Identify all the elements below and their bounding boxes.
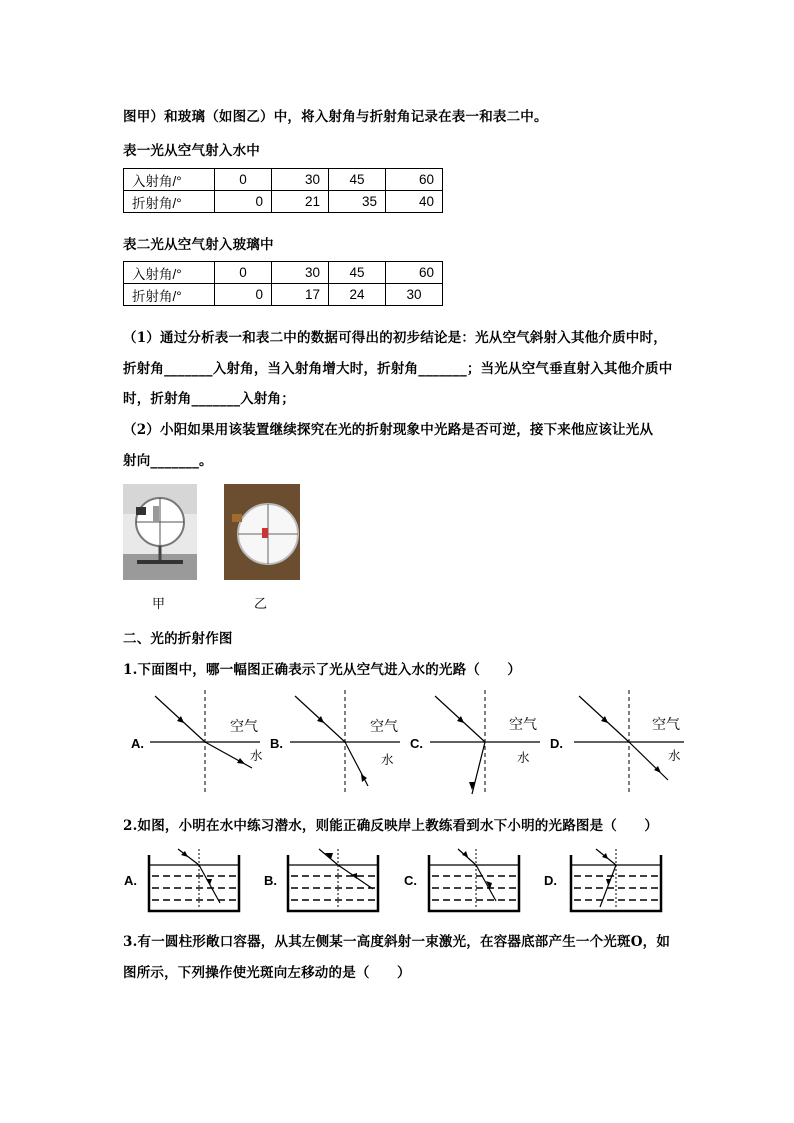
p2-diagram-b	[287, 845, 379, 915]
photo-caption-yi: 乙	[254, 597, 268, 612]
p2-diagram-a	[148, 845, 240, 915]
p1-c-water-label: 水	[517, 750, 530, 765]
p2-option-c-label[interactable]: C.	[404, 873, 417, 888]
p1-d-air-label: 空气	[652, 717, 680, 733]
table2	[123, 261, 443, 306]
p1-option-b-label[interactable]: B.	[270, 736, 283, 751]
table2-title: 表二光从空气射入玻璃中	[123, 237, 274, 253]
table-row	[124, 262, 443, 284]
table-row	[124, 191, 443, 213]
p2-option-d-label[interactable]: D.	[544, 873, 557, 888]
p1-diagram-d	[574, 690, 694, 795]
p1-option-a-label[interactable]: A.	[131, 736, 144, 751]
photo-apparatus-yi	[224, 484, 300, 580]
table-cell: 30	[386, 284, 443, 306]
table-cell: 21	[272, 191, 329, 213]
table-cell: 0	[215, 262, 272, 284]
table-cell: 折射角/°	[124, 191, 215, 213]
p3-line2: 图所示，下列操作使光斑向左移动的是（ ）	[123, 965, 411, 981]
p1-diagram-c	[430, 690, 550, 795]
q1-line3: 时，折射角_______入射角；	[123, 391, 295, 407]
p2-option-a-label[interactable]: A.	[124, 873, 137, 888]
table-cell: 17	[272, 284, 329, 306]
p1-diagram-a	[150, 690, 270, 795]
p1-b-air-label: 空气	[370, 719, 398, 735]
p1-question: 1.下面图中，哪一幅图正确表示了光从空气进入水的光路（ ）	[123, 662, 522, 678]
p1-c-air-label: 空气	[509, 717, 537, 733]
q1-line2: 折射角_______入射角，当入射角增大时，折射角_______；当光从空气垂直射入其他介质中	[123, 361, 673, 377]
table-row	[124, 169, 443, 191]
p1-b-water-label: 水	[381, 752, 394, 767]
table-cell: 40	[386, 191, 443, 213]
table-cell: 30	[272, 262, 329, 284]
apparatus-jia-drawing	[123, 484, 197, 580]
table-cell: 30	[272, 169, 329, 191]
table-cell: 45	[329, 262, 386, 284]
p3-line1: 3.有一圆柱形敞口容器，从其左侧某一高度斜射一束激光，在容器底部产生一个光斑O，如	[123, 934, 671, 950]
photo-apparatus-jia	[123, 484, 197, 580]
table-cell: 24	[329, 284, 386, 306]
q2-line1: （2）小阳如果用该装置继续探究在光的折射现象中光路是否可逆，接下来他应该让光从	[123, 422, 654, 438]
q1-line1: （1）通过分析表一和表二中的数据可得出的初步结论是：光从空气斜射入其他介质中时，	[123, 330, 667, 346]
table-cell: 45	[329, 169, 386, 191]
p1-option-c-label[interactable]: C.	[410, 736, 423, 751]
p1-a-air-label: 空气	[230, 719, 258, 735]
p1-option-d-label[interactable]: D.	[550, 736, 563, 751]
q2-line2: 射向_______。	[123, 453, 213, 469]
table-cell: 60	[386, 262, 443, 284]
p2-diagram-c	[428, 845, 520, 915]
table-cell: 入射角/°	[124, 262, 215, 284]
table-cell: 入射角/°	[124, 169, 215, 191]
p2-question: 2.如图，小明在水中练习潜水，则能正确反映岸上教练看到水下小明的光路图是（ ）	[123, 818, 659, 834]
table1-title: 表一光从空气射入水中	[123, 143, 260, 159]
photo-caption-jia: 甲	[152, 597, 166, 612]
intro-line: 图甲）和玻璃（如图乙）中，将入射角与折射角记录在表一和表二中。	[123, 109, 548, 125]
p1-d-water-label: 水	[668, 748, 681, 763]
table-cell: 0	[215, 191, 272, 213]
section-title: 二、光的折射作图	[123, 631, 233, 647]
table1	[123, 168, 443, 213]
table-cell: 35	[329, 191, 386, 213]
p2-option-b-label[interactable]: B.	[264, 873, 277, 888]
p1-diagram-b	[290, 690, 410, 795]
table-cell: 60	[386, 169, 443, 191]
p1-a-water-label: 水	[250, 748, 263, 763]
table-row	[124, 284, 443, 306]
table-cell: 0	[215, 284, 272, 306]
table-cell: 0	[215, 169, 272, 191]
p2-diagram-d	[570, 845, 662, 915]
apparatus-yi-drawing	[224, 484, 300, 580]
table-cell: 折射角/°	[124, 284, 215, 306]
